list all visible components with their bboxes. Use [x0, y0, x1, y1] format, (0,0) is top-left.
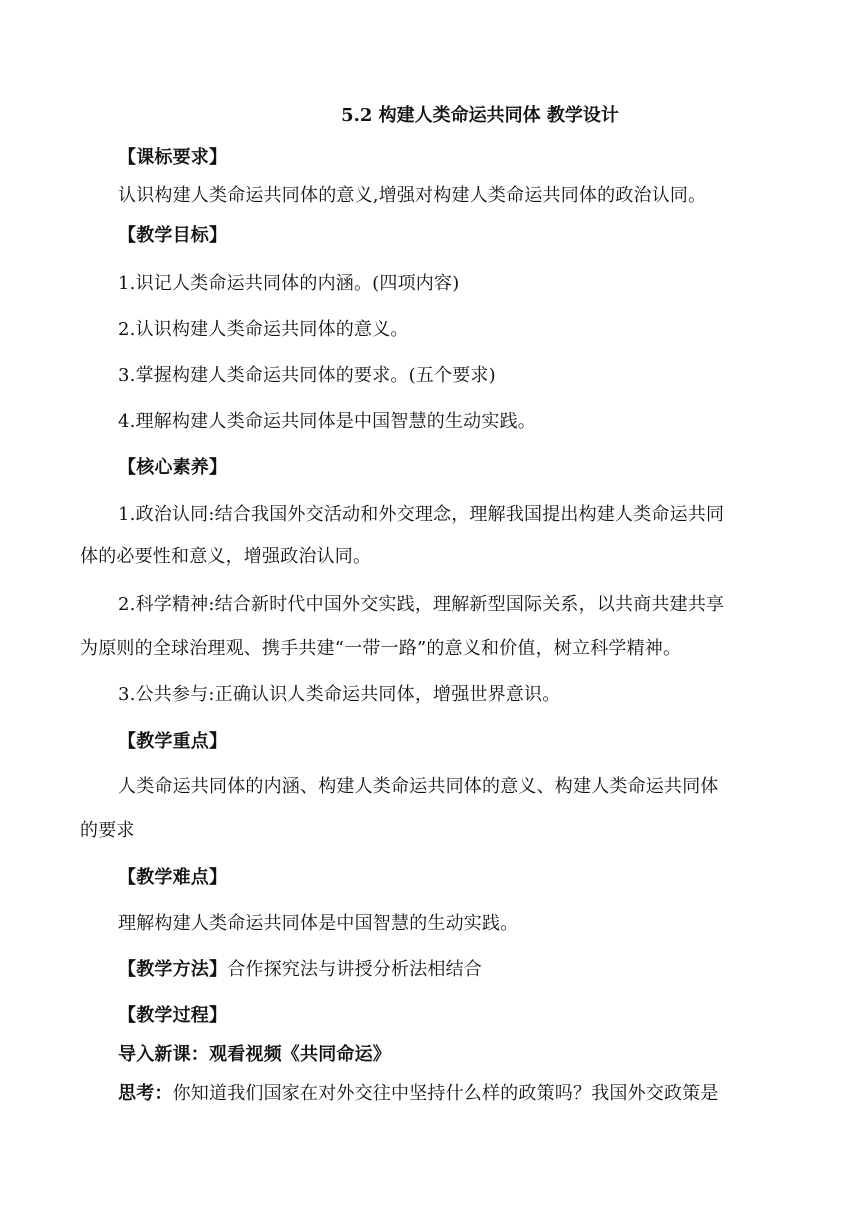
document-title: [0, 104, 860, 128]
section-heading-zhongdian: 【教学重点】: [118, 731, 228, 752]
fangfa-text: 合作探究法与讲授分析法相结合: [227, 959, 483, 980]
section-heading-nandian: 【教学难点】: [118, 867, 228, 888]
suyang-item-1-line-2: 体的必要性和意义，增强政治认同。: [80, 546, 372, 567]
suyang-item-1-line-1: 1.政治认同:结合我国外交活动和外交理念，理解我国提出构建人类命运共同: [118, 504, 725, 525]
suyang-item-3: 3.公共参与:正确认识人类命运共同体，增强世界意识。: [118, 684, 561, 705]
mubiao-item-1: 1.识记人类命运共同体的内涵。(四项内容): [118, 273, 460, 294]
daoru-heading: 导入新课：观看视频《共同命运》: [118, 1044, 391, 1065]
kebiao-text: 认识构建人类命运共同体的意义,增强对构建人类命运共同体的政治认同。: [118, 185, 707, 206]
mubiao-item-4: 4.理解构建人类命运共同体是中国智慧的生动实践。: [118, 411, 536, 432]
nandian-text: 理解构建人类命运共同体是中国智慧的生动实践。: [118, 913, 519, 934]
suyang-item-2-line-1: 2.科学精神:结合新时代中国外交实践，理解新型国际关系，以共商共建共享: [118, 594, 725, 615]
zhongdian-text-line-1: 人类命运共同体的内涵、构建人类命运共同体的意义、构建人类命运共同体: [118, 776, 719, 797]
sikao-text: 你知道我们国家在对外交往中坚持什么样的政策吗？我国外交政策是: [172, 1083, 719, 1104]
document-title-text: 5.2 构建人类命运共同体 教学设计: [341, 105, 619, 126]
sikao-row: [118, 1082, 719, 1106]
mubiao-item-3: 3.掌握构建人类命运共同体的要求。(五个要求): [118, 365, 496, 386]
section-heading-guocheng: 【教学过程】: [118, 1005, 228, 1026]
section-heading-suyang: 【核心素养】: [118, 457, 228, 478]
mubiao-item-2: 2.认识构建人类命运共同体的意义。: [118, 319, 409, 340]
section-heading-kebiao: 【课标要求】: [118, 147, 228, 168]
section-heading-mubiao: 【教学目标】: [118, 225, 228, 246]
section-heading-fangfa: 【教学方法】: [118, 959, 228, 980]
sikao-label: 思考：: [118, 1083, 173, 1104]
zhongdian-text-line-2: 的要求: [80, 820, 135, 841]
fangfa-row: [118, 958, 482, 982]
suyang-item-2-line-2: 为原则的全球治理观、携手共建“一带一路”的意义和价值，树立科学精神。: [80, 638, 682, 659]
